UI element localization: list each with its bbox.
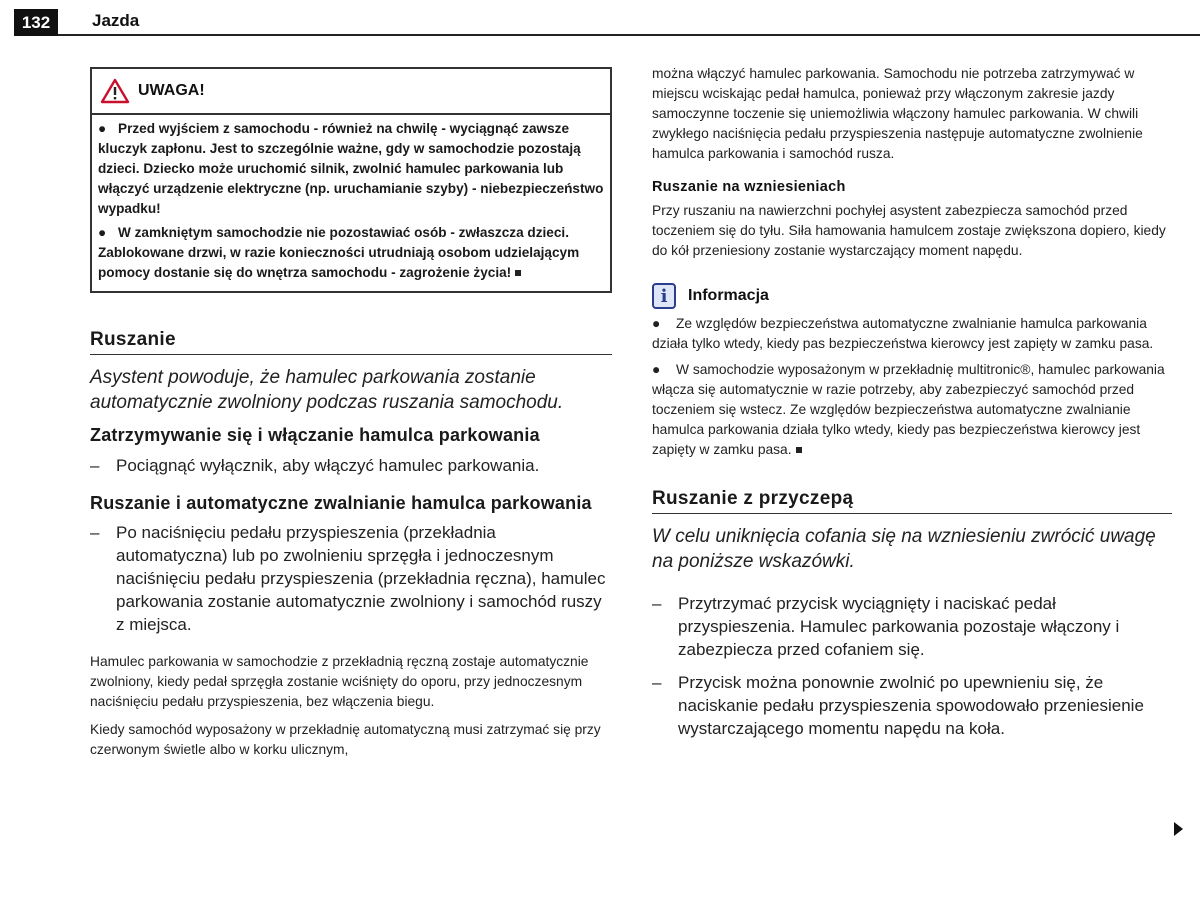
info-icon: i (652, 283, 676, 309)
warning-paragraph: ● W zamkniętym samochodzie nie pozostawiać osób - zwłaszcza dzieci. Zablokowane drzwi, w razie konieczności utrudniają osobom udzielającym pomocy dostanie się do wnętrza samochodu - zagrożenie życia! (98, 225, 580, 280)
instruction-step: – Po naciśnięciu pedału przyspieszenia (przekładnia automatyczna) lub po zwolnieniu sprzęgła i jednoczesnym naciśnięciu pedału przyspieszenia (przekładnia ręczna), hamulec parkowania zostanie automatycznie zwolniony i samochód ruszy z miejsca. (90, 523, 606, 634)
body-paragraph: Przy ruszaniu na nawierzchni pochyłej asystent zabezpiecza samochód przed toczeniem się do tyłu. Siła hamowania hamulcem zostaje zwiększona dopiero, kiedy do kół przeniesiony zostanie wystarczający moment napędu. (652, 203, 1166, 258)
right-column (652, 64, 1172, 740)
end-mark-icon (515, 270, 521, 276)
section-intro: W celu uniknięcia cofania się na wzniesieniu zwrócić uwagę na poniższe wskazówki. (652, 526, 1156, 572)
subsection-title-hill: Ruszanie na wzniesieniach (652, 179, 846, 195)
header-divider (58, 34, 1200, 36)
section-title-ruszanie: Ruszanie (90, 329, 612, 355)
bullet-icon: ● (98, 121, 107, 136)
warning-title: UWAGA! (138, 82, 205, 99)
left-column (90, 67, 612, 760)
bullet-icon: ● (652, 362, 661, 377)
warning-box (90, 67, 612, 293)
end-mark-icon (796, 447, 802, 453)
warning-divider (92, 113, 610, 115)
instruction-step: – Przycisk można ponownie zwolnić po upewnieniu się, że naciskanie pedału przyspieszenia spowodowało przeniesienie wystarczającego momentu napędu na koła. (652, 673, 1144, 738)
page-header (0, 0, 1200, 40)
instruction-step: – Pociągnąć wyłącznik, aby włączyć hamulec parkowania. (90, 456, 540, 475)
info-header (652, 280, 1172, 312)
bullet-icon: ● (98, 225, 107, 240)
info-title: Informacja (688, 287, 769, 304)
bullet-icon: ● (652, 316, 661, 331)
info-paragraph: ● W samochodzie wyposażonym w przekładnię multitronic®, hamulec parkowania włącza się automatycznie w razie potrzeby, aby zabezpieczyć samochód przed toczeniem się wstecz. Ze względów bezpieczeństwa automatyczne zwalnianie hamulca parkowania działa tylko wtedy, kiedy pas bezpieczeństwa kierowcy jest zapięty w zamku pasa. (652, 362, 1165, 457)
subsection-title-stop: Zatrzymywanie się i włączanie hamulca parkowania (90, 425, 540, 445)
subsection-title-auto-release: Ruszanie i automatyczne zwalnianie hamulca parkowania (90, 493, 592, 513)
body-paragraph: Hamulec parkowania w samochodzie z przekładnią ręczną zostaje automatycznie zwolniony, kiedy pedał sprzęgła zostanie wciśnięty do oporu, przy jednoczesnym naciśnięciu pedału przyspieszenia, bez włączenia biegu. (90, 654, 589, 709)
section-title-trailer: Ruszanie z przyczepą (652, 488, 1172, 514)
warning-paragraph: ● Przed wyjściem z samochodu - również na chwilę - wyciągnąć zawsze kluczyk zapłonu. Jest to szczególnie ważne, gdy w samochodzie pozostają dzieci. Dziecko może uruchomić silnik, zwolnić hamulec parkowania lub włączyć urządzenie elektryczne (np. uruchamianie szyby) - niebezpieczeństwo wypadku! (98, 121, 604, 216)
page-number: 132 (14, 9, 58, 36)
continue-arrow-icon (1174, 822, 1183, 836)
warning-header (92, 69, 610, 113)
info-paragraph: ● Ze względów bezpieczeństwa automatyczne zwalnianie hamulca parkowania działa tylko wtedy, kiedy pas bezpieczeństwa kierowcy jest zapięty w zamku pasa. (652, 316, 1154, 351)
section-intro: Asystent powoduje, że hamulec parkowania zostanie automatycznie zwolniony podczas ruszania samochodu. (90, 367, 564, 413)
warning-triangle-icon (100, 78, 130, 104)
body-paragraph: Kiedy samochód wyposażony w przekładnię automatyczną musi zatrzymać się przy czerwonym świetle albo w korku ulicznym, (90, 722, 601, 757)
body-paragraph-continued: można włączyć hamulec parkowania. Samochodu nie potrzeba zatrzymywać w miejscu wciskając pedał hamulca, ponieważ przy włączonym zakresie jazdy samoczynne toczenie się uniemożliwia włączony hamulec parkowania. W chwili zwykłego naciśnięcia pedału przyspieszenia następuje automatyczne zwolnienie hamulca parkowania i samochód rusza. (652, 66, 1143, 161)
chapter-title: Jazda (92, 11, 140, 30)
instruction-step: – Przytrzymać przycisk wyciągnięty i naciskać pedał przyspieszenia. Hamulec parkowania pozostaje włączony i zabezpiecza przed cofaniem się. (652, 594, 1120, 659)
